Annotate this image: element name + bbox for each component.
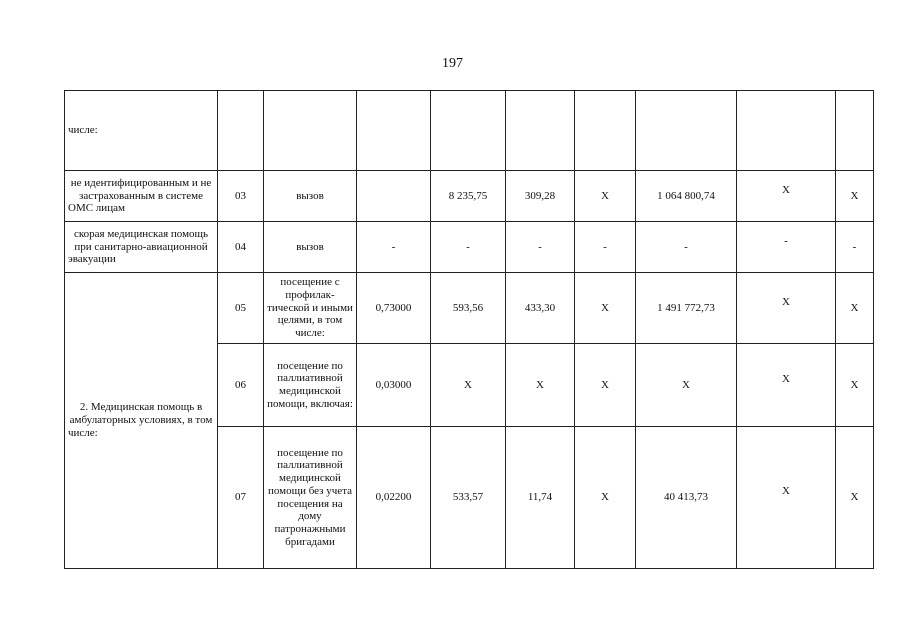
row-value-cell: X — [431, 344, 506, 427]
value-text: X — [782, 183, 790, 196]
row-value-cell: X — [836, 344, 874, 427]
row-value-cell: 0,73000 — [357, 273, 431, 344]
row-unit-cell: посещение с профилак-тической и иными целями, в том числе: — [264, 273, 357, 344]
row-value-cell: X — [575, 427, 636, 569]
row-value-cell — [357, 171, 431, 222]
row-unit-cell: вызов — [264, 222, 357, 273]
row-name-cell: 2. Медицинская помощь в амбулаторных условиях, в том числе: — [65, 273, 218, 569]
financing-table — [64, 90, 874, 569]
row-value-cell: 309,28 — [506, 171, 575, 222]
row-value-cell: 1 064 800,74 — [636, 171, 737, 222]
row-code-cell: 05 — [218, 273, 264, 344]
row-value-cell — [737, 427, 836, 569]
row-unit-cell: посещение по паллиативной медицинской помощи, включая: — [264, 344, 357, 427]
row-value-cell — [575, 91, 636, 171]
row-value-cell — [636, 91, 737, 171]
row-value-cell: 433,30 — [506, 273, 575, 344]
row-value-cell: - — [357, 222, 431, 273]
row-value-cell: 1 491 772,73 — [636, 273, 737, 344]
row-value-cell: X — [836, 427, 874, 569]
row-unit-cell — [264, 91, 357, 171]
row-value-cell — [737, 273, 836, 344]
row-name-cell: числе: — [65, 91, 218, 171]
row-value-cell — [737, 91, 836, 171]
row-value-cell: 593,56 — [431, 273, 506, 344]
row-name-cell: скорая медицинская помощь при санитарно-авиационной эвакуации — [65, 222, 218, 273]
row-value-cell: - — [506, 222, 575, 273]
row-unit-cell: вызов — [264, 171, 357, 222]
row-value-cell: X — [836, 171, 874, 222]
row-value-cell: X — [575, 171, 636, 222]
row-value-cell — [836, 91, 874, 171]
value-text: - — [784, 234, 788, 247]
value-text: X — [782, 372, 790, 385]
row-value-cell — [737, 171, 836, 222]
row-value-cell — [431, 91, 506, 171]
row-value-cell: - — [575, 222, 636, 273]
row-value-cell: X — [506, 344, 575, 427]
row-value-cell: 533,57 — [431, 427, 506, 569]
row-name-cell: не идентифицированным и не застрахованным в системе ОМС лицам — [65, 171, 218, 222]
row-value-cell — [737, 344, 836, 427]
row-value-cell: 8 235,75 — [431, 171, 506, 222]
row-value-cell: 0,02200 — [357, 427, 431, 569]
row-value-cell: X — [636, 344, 737, 427]
row-code-cell — [218, 91, 264, 171]
row-value-cell: - — [431, 222, 506, 273]
page-number: 197 — [442, 56, 463, 71]
row-code-cell: 04 — [218, 222, 264, 273]
value-text: X — [782, 295, 790, 308]
table-row — [65, 222, 874, 273]
row-value-cell: - — [636, 222, 737, 273]
row-code-cell: 03 — [218, 171, 264, 222]
value-text: X — [782, 485, 790, 498]
row-value-cell: 40 413,73 — [636, 427, 737, 569]
table-row — [65, 91, 874, 171]
row-value-cell: X — [575, 273, 636, 344]
row-value-cell: X — [836, 273, 874, 344]
row-value-cell: - — [836, 222, 874, 273]
row-value-cell: 11,74 — [506, 427, 575, 569]
row-value-cell — [506, 91, 575, 171]
row-code-cell: 06 — [218, 344, 264, 427]
row-value-cell — [737, 222, 836, 273]
table-row — [65, 171, 874, 222]
row-value-cell: X — [575, 344, 636, 427]
table-row — [65, 273, 874, 344]
row-unit-cell: посещение по паллиативной медицинской помощи без учета посещения на дому патронажными бригадами — [264, 427, 357, 569]
row-value-cell: 0,03000 — [357, 344, 431, 427]
row-value-cell — [357, 91, 431, 171]
row-code-cell: 07 — [218, 427, 264, 569]
